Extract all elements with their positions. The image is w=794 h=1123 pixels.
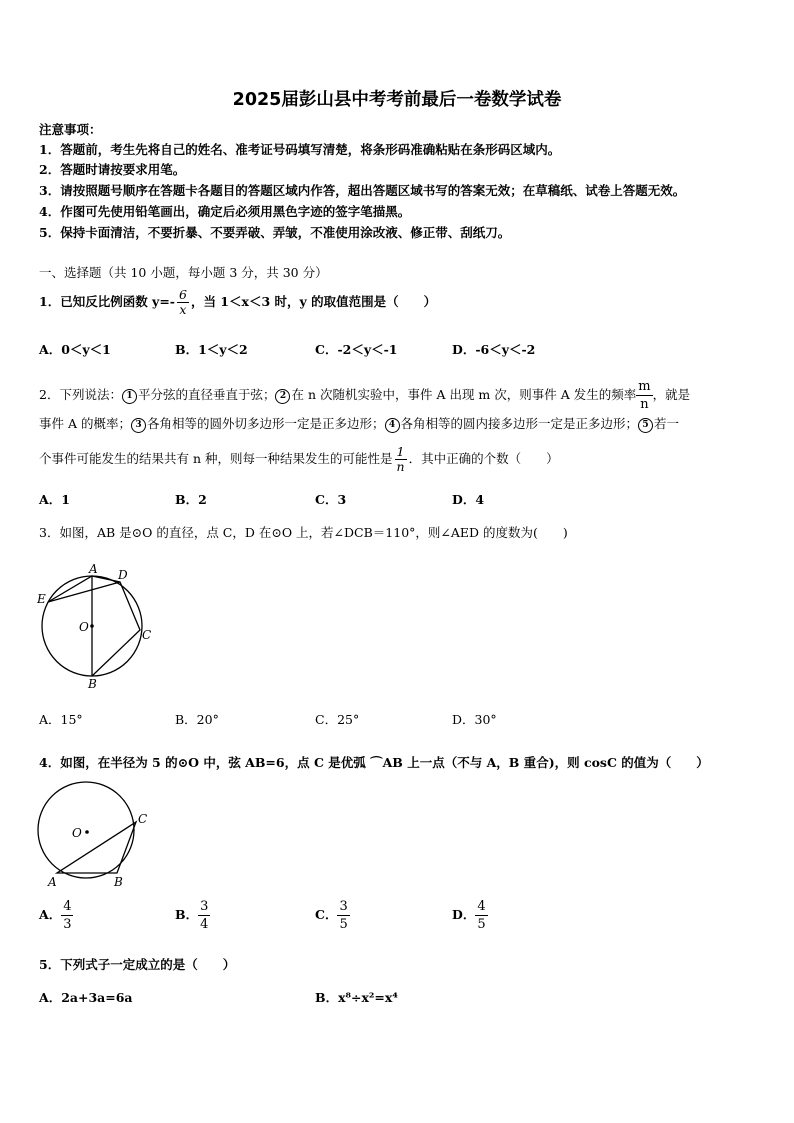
option-label: B． [175,907,199,922]
question-4: 4．如图，在半径为 5 的⊙O 中，弦 AB=6，点 C 是优弧 ⌒AB 上一点（不与 A，B 重合)，则 cosC 的值为（ ） [39,755,709,770]
q2-option-d: D．4 [452,492,485,507]
q2-text: 在 n 次随机实验中，事件 A 出现 m 次，则事件 A 发生的频率 [291,387,637,402]
q1-text-post: ，当 1＜x＜3 时，y 的取值范围是（ ） [190,294,437,309]
q1-frac-num: 6 [178,287,187,302]
q4-circle-figure [30,780,155,892]
q2-probability-fraction [395,445,407,474]
q2-text: ，就是 [652,387,691,402]
q2-prob-num: 1 [395,445,407,460]
circled-number-4: 4 [385,418,400,433]
notice-heading: 注意事项： [39,122,102,137]
q1-fraction [177,288,189,317]
q5-option-b: B．x⁸÷x²=x⁴ [315,990,398,1005]
question-3: 3．如图，AB 是⊙O 的直径，点 C，D 在⊙O 上，若∠DCB＝110°，则∠AED 的度数为( ) [39,525,568,540]
q5-option-a: A．2a+3a=6a [39,990,133,1005]
q4-option-c [315,898,350,933]
label-b: B [114,875,123,889]
q1-option-a: A．0＜y＜1 [39,342,111,357]
question-5: 5．下列式子一定成立的是（ ） [39,957,236,972]
notice-item-2: 2．答题时请按要求用笔。 [39,162,186,177]
label-o: O [72,826,82,840]
q4-option-b [175,898,210,933]
frac-den: 5 [477,917,486,932]
option-fraction [337,898,349,933]
label-b: B [88,677,97,690]
label-a: A [89,562,98,576]
frac-num: 3 [200,899,209,914]
frac-den: 5 [339,917,348,932]
label-d: D [118,568,128,582]
notice-item-4: 4．作图可先使用铅笔画出，确定后必须用黑色字迹的签字笔描黑。 [39,204,411,219]
label-c: C [142,628,152,642]
circled-number-3: 3 [131,418,146,433]
q2-text: 各角相等的圆内接多边形一定是正多边形； [400,416,639,431]
circled-number-1: 1 [122,389,137,404]
option-fraction [198,898,210,933]
notice-item-1: 1．答题前，考生先将自己的姓名、准考证号码填写清楚，将条形码准确粘贴在条形码区域内。 [39,142,561,157]
q3-option-c: C．25° [315,712,360,727]
q4-option-a [39,898,73,933]
q2-option-b: B．2 [175,492,207,507]
q2-text: 2．下列说法： [39,387,122,402]
frac-num: 4 [63,899,72,914]
q1-option-d: D．-6＜y＜-2 [452,342,536,357]
q2-text: 事件 A 的概率； [39,416,131,431]
triangle-abc [57,822,136,873]
label-a: A [48,875,57,889]
section-heading: 一、选择题（共 10 小题，每小题 3 分，共 30 分） [39,265,328,280]
circled-number-5: 5 [638,418,653,433]
q4-option-d [452,898,488,933]
polygon-edges [48,576,140,676]
option-fraction [61,898,73,933]
question-2-line-1 [39,378,690,413]
label-e: E [37,592,46,606]
q2-prob-den: n [396,459,405,474]
segment-ed [48,582,120,602]
notice-item-5: 5．保持卡面清洁，不要折暴、不要弄破、弄皱，不准使用涂改液、修正带、刮纸刀。 [39,225,511,240]
option-label: C． [315,907,338,922]
question-1 [39,288,436,317]
q3-circle-figure [30,558,160,690]
center-point [90,624,94,628]
frac-num: 4 [477,899,486,914]
q2-freq-den: n [640,397,649,412]
q2-text: 个事件可能发生的结果共有 n 种，则每一种结果发生的可能性是 [39,451,393,466]
question-2-line-2 [39,416,679,433]
center-point [85,830,89,834]
q3-option-a: A．15° [39,712,83,727]
question-2-line-3 [39,445,559,474]
option-fraction [475,898,487,933]
q2-option-a: A．1 [39,492,70,507]
frac-den: 3 [63,917,72,932]
q2-freq-num: m [638,379,651,394]
frac-den: 4 [200,917,209,932]
circle-o [38,782,134,878]
page-title: 2025届彭山县中考考前最后一卷数学试卷 [232,90,562,110]
q3-option-d: D．30° [452,712,497,727]
q2-option-c: C．3 [315,492,347,507]
q1-option-b: B．1＜y＜2 [175,342,248,357]
option-label: A． [39,907,62,922]
q1-text-pre: 1．已知反比例函数 y=- [39,294,175,309]
q3-option-b: B．20° [175,712,219,727]
label-o: O [79,620,89,634]
q1-frac-den: x [179,302,187,317]
q2-text: 若一 [654,416,680,431]
frac-num: 3 [339,899,348,914]
q2-text: 平分弦的直径垂直于弦； [137,387,276,402]
option-label: D． [452,907,476,922]
q2-frequency-fraction [636,378,652,413]
q1-option-c: C．-2＜y＜-1 [315,342,398,357]
notice-item-3: 3．请按照题号顺序在答题卡各题目的答题区域内作答，超出答题区域书写的答案无效；在草稿纸、试卷上答题无效。 [39,183,686,198]
q2-text: 各角相等的圆外切多边形一定是正多边形； [146,416,385,431]
label-c: C [138,812,148,826]
circled-number-2: 2 [275,389,290,404]
q2-text: ．其中正确的个数（ ） [408,451,559,466]
